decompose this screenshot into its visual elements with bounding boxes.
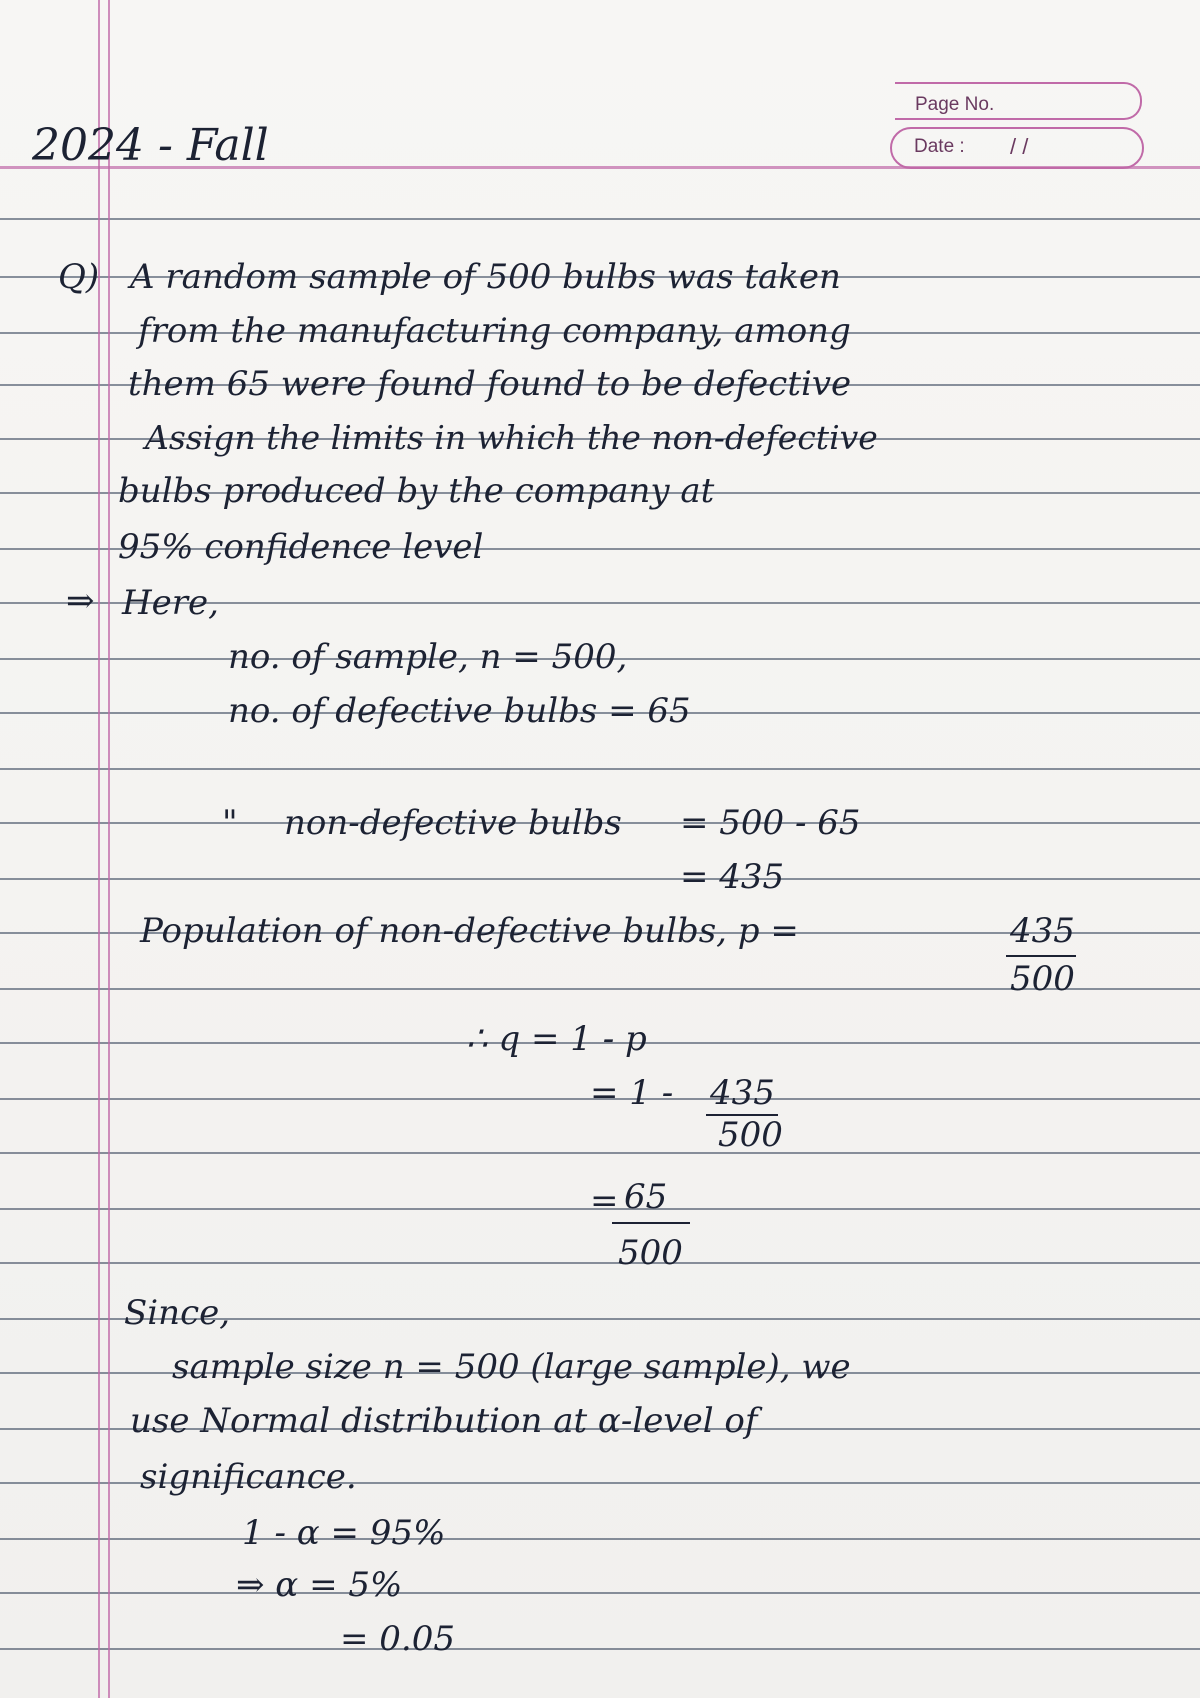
ruled-line (0, 1152, 1200, 1154)
implies-arrow: ⇒ (66, 581, 95, 621)
q-step-denominator: 500 (718, 1115, 783, 1155)
q-result-prefix: = (590, 1181, 619, 1221)
p-numerator: 435 (1010, 911, 1075, 951)
page-heading: 2024 - Fall (32, 120, 269, 171)
ruled-line (0, 1592, 1200, 1594)
ruled-line (0, 1648, 1200, 1650)
p-fraction-bar (1006, 955, 1076, 957)
question-line: 95% confidence level (118, 527, 484, 567)
since-label: Since, (124, 1293, 231, 1333)
q-definition: ∴ q = 1 - p (466, 1019, 647, 1059)
date-slashes: / / (1010, 134, 1029, 159)
question-marker: Q) (58, 257, 100, 297)
date-label: Date : (914, 136, 965, 157)
nondefective-label: non-defective bulbs (284, 803, 622, 843)
population-proportion-line: Population of non-defective bulbs, p = (140, 911, 799, 951)
nondefective-result: = 435 (680, 857, 785, 897)
sample-size-line: no. of sample, n = 500, (228, 637, 628, 677)
ditto-mark: " (222, 803, 238, 843)
q-result-denominator: 500 (618, 1233, 683, 1273)
question-line: them 65 were found found to be defective (128, 364, 852, 404)
alpha-value: = 0.05 (340, 1619, 455, 1659)
page-no-label: Page No. (915, 94, 995, 115)
defective-count-line: no. of defective bulbs = 65 (228, 691, 691, 731)
since-line: sample size n = 500 (large sample), we (172, 1347, 851, 1387)
margin-line (108, 0, 110, 1698)
here-label: Here, (122, 583, 219, 623)
since-line: use Normal distribution at α-level of (130, 1401, 758, 1441)
ruled-line (0, 218, 1200, 220)
question-line: A random sample of 500 bulbs was taken (130, 257, 841, 297)
since-line: significance. (140, 1457, 357, 1497)
q-step-numerator: 435 (710, 1073, 775, 1113)
q-step-prefix: = 1 - (590, 1073, 674, 1113)
q-result-numerator: 65 (624, 1177, 668, 1217)
nondefective-calc: = 500 - 65 (680, 803, 861, 843)
ruled-line (0, 878, 1200, 880)
alpha-step: 1 - α = 95% (242, 1513, 446, 1553)
question-line: Assign the limits in which the non-defective (145, 418, 878, 457)
margin-line (98, 0, 100, 1698)
question-line: bulbs produced by the company at (118, 471, 715, 511)
ruled-line (0, 1262, 1200, 1264)
q-result-fraction-bar (612, 1222, 690, 1224)
ruled-line (0, 1538, 1200, 1540)
alpha-step: ⇒ α = 5% (236, 1565, 403, 1605)
question-line: from the manufacturing company, among (138, 311, 851, 351)
ruled-line (0, 768, 1200, 770)
p-denominator: 500 (1010, 959, 1075, 999)
